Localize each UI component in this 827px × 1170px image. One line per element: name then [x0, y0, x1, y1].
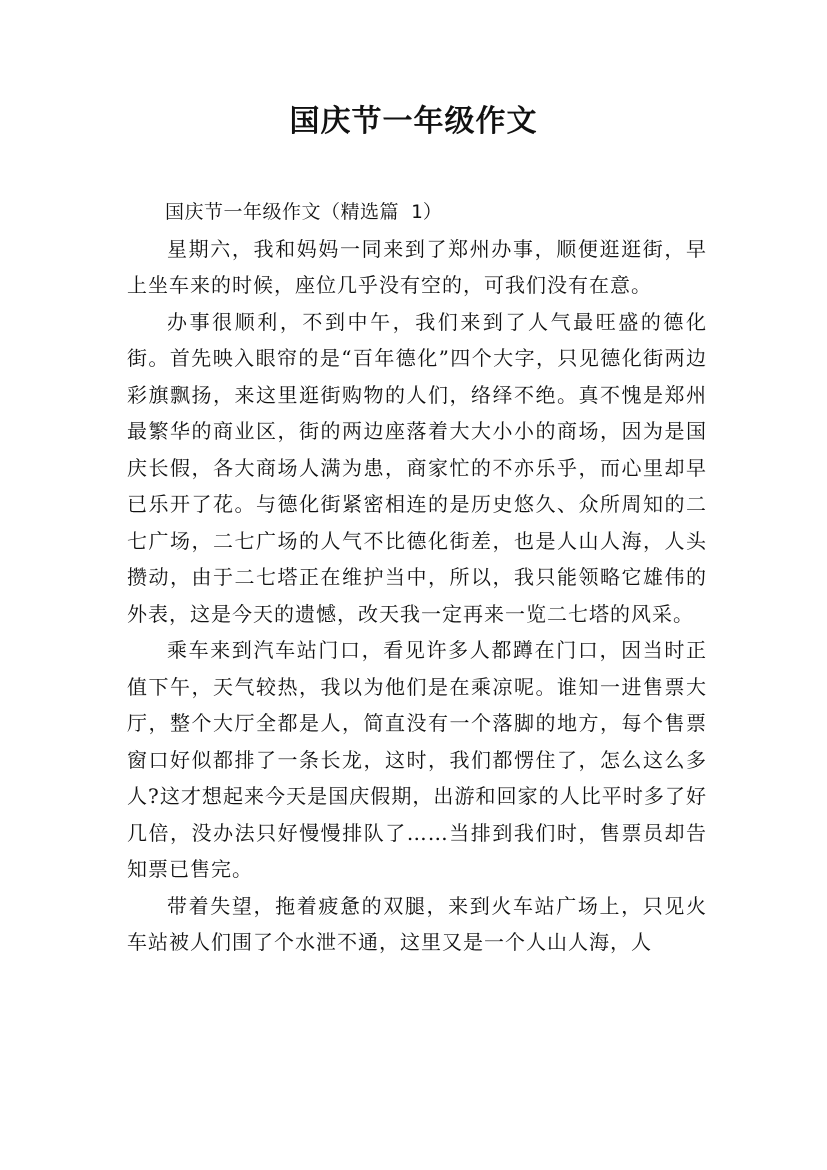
paragraph: 办事很顺利，不到中午，我们来到了人气最旺盛的德化街。首先映入眼帘的是“百年德化”四个大字，只见德化街两边彩旗飘扬，来这里逛街购物的人们，络绎不绝。真不愧是郑州最繁华的商业区，街的两边座落着大大小小的商场，因为是国庆长假，各大商场人满为患，商家忙的不亦乐乎，而心里却早已乐开了花。与德化街紧密相连的是历史悠久、众所周知的二七广场，二七广场的人气不比德化街差，也是人山人海，人头攒动，由于二七塔正在维护当中，所以，我只能领略它雄伟的外表，这是今天的遗憾，改天我一定再来一览二七塔的风采。 [127, 309, 707, 626]
paragraph: 星期六，我和妈妈一同来到了郑州办事，顺便逛逛街，早上坐车来的时候，座位几乎没有空的，可我们没有在意。 [127, 236, 707, 297]
paragraph: 乘车来到汽车站门口，看见许多人都蹲在门口，因当时正值下午，天气较热，我以为他们是在乘凉呢。谁知一进售票大厅，整个大厅全都是人，简直没有一个落脚的地方，每个售票窗口好似都排了一条长龙，这时，我们都愣住了，怎么这么多人?这才想起来今天是国庆假期，出游和回家的人比平时多了好几倍，没办法只好慢慢排队了……当排到我们时，售票员却告知票已售完。 [127, 638, 707, 881]
document-body [127, 194, 707, 961]
section-subtitle: 国庆节一年级作文（精选篇 1） [165, 201, 443, 223]
document-title: 国庆节一年级作文 [289, 104, 538, 139]
paragraph: 带着失望，拖着疲惫的双腿，来到火车站广场上，只见火车站被人们围了个水泄不通，这里又是一个人山人海，人 [127, 893, 707, 954]
